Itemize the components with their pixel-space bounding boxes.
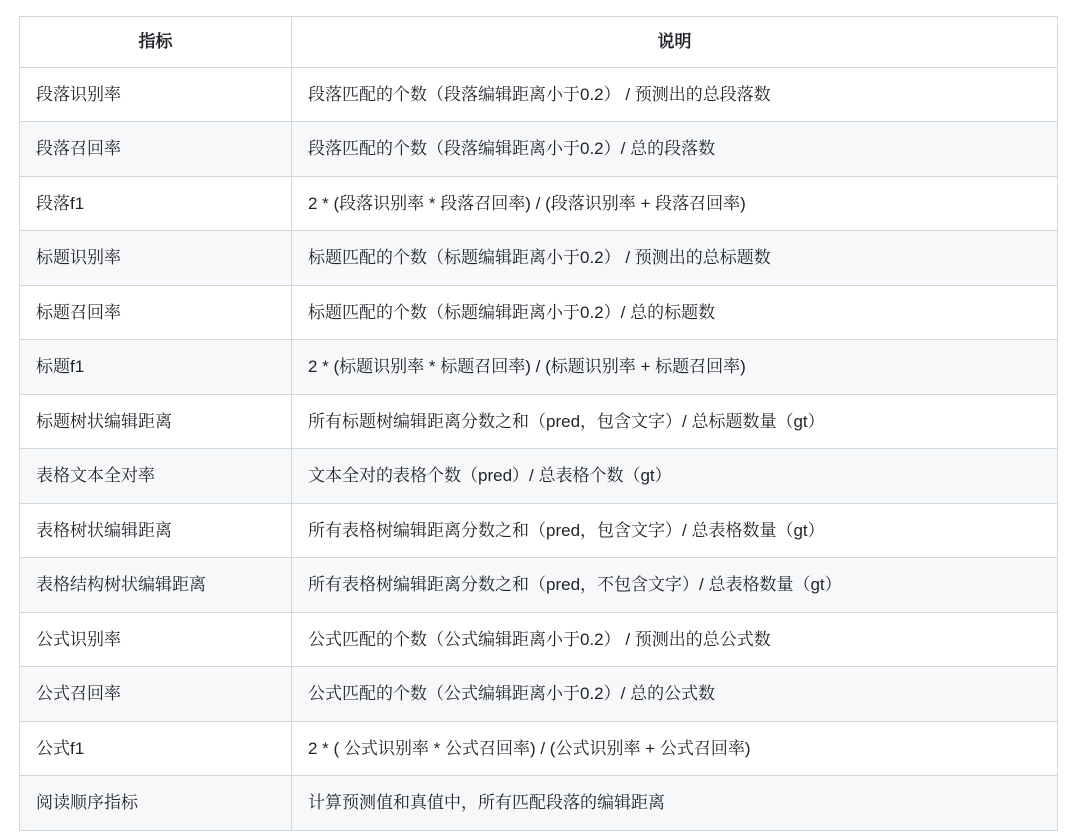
metric-cell: 表格结构树状编辑距离: [20, 558, 292, 613]
description-cell: 段落匹配的个数（段落编辑距离小于0.2） / 预测出的总段落数: [292, 67, 1058, 122]
table-row: [20, 503, 1058, 558]
metric-cell: 表格文本全对率: [20, 449, 292, 504]
metric-cell: 段落f1: [20, 176, 292, 231]
table-row: [20, 231, 1058, 286]
header-cell-metric: 指标: [20, 17, 292, 68]
table-row: [20, 612, 1058, 667]
table-row: [20, 285, 1058, 340]
table-row: [20, 449, 1058, 504]
metric-cell: 公式召回率: [20, 667, 292, 722]
table-row: [20, 558, 1058, 613]
table-header-row: [20, 17, 1058, 68]
metric-cell: 公式识别率: [20, 612, 292, 667]
description-cell: 公式匹配的个数（公式编辑距离小于0.2）/ 总的公式数: [292, 667, 1058, 722]
header-cell-description: 说明: [292, 17, 1058, 68]
description-cell: 2 * ( 公式识别率 * 公式召回率) / (公式识别率 + 公式召回率): [292, 721, 1058, 776]
metric-cell: 标题召回率: [20, 285, 292, 340]
table-row: [20, 776, 1058, 831]
description-cell: 2 * (段落识别率 * 段落召回率) / (段落识别率 + 段落召回率): [292, 176, 1058, 231]
metric-cell: 标题识别率: [20, 231, 292, 286]
metric-cell: 段落识别率: [20, 67, 292, 122]
table-row: [20, 67, 1058, 122]
description-cell: 所有表格树编辑距离分数之和（pred，不包含文字）/ 总表格数量（gt）: [292, 558, 1058, 613]
table-row: [20, 667, 1058, 722]
description-cell: 2 * (标题识别率 * 标题召回率) / (标题识别率 + 标题召回率): [292, 340, 1058, 395]
description-cell: 所有表格树编辑距离分数之和（pred，包含文字）/ 总表格数量（gt）: [292, 503, 1058, 558]
metric-cell: 公式f1: [20, 721, 292, 776]
description-cell: 公式匹配的个数（公式编辑距离小于0.2） / 预测出的总公式数: [292, 612, 1058, 667]
metric-cell: 段落召回率: [20, 122, 292, 177]
description-cell: 所有标题树编辑距离分数之和（pred，包含文字）/ 总标题数量（gt）: [292, 394, 1058, 449]
table-row: [20, 394, 1058, 449]
metrics-table: [19, 16, 1058, 831]
table-row: [20, 340, 1058, 395]
description-cell: 标题匹配的个数（标题编辑距离小于0.2）/ 总的标题数: [292, 285, 1058, 340]
table-row: [20, 721, 1058, 776]
description-cell: 标题匹配的个数（标题编辑距离小于0.2） / 预测出的总标题数: [292, 231, 1058, 286]
metric-cell: 标题树状编辑距离: [20, 394, 292, 449]
description-cell: 计算预测值和真值中，所有匹配段落的编辑距离: [292, 776, 1058, 831]
metric-cell: 标题f1: [20, 340, 292, 395]
metric-cell: 阅读顺序指标: [20, 776, 292, 831]
metric-cell: 表格树状编辑距离: [20, 503, 292, 558]
description-cell: 段落匹配的个数（段落编辑距离小于0.2）/ 总的段落数: [292, 122, 1058, 177]
table-row: [20, 176, 1058, 231]
description-cell: 文本全对的表格个数（pred）/ 总表格个数（gt）: [292, 449, 1058, 504]
table-row: [20, 122, 1058, 177]
